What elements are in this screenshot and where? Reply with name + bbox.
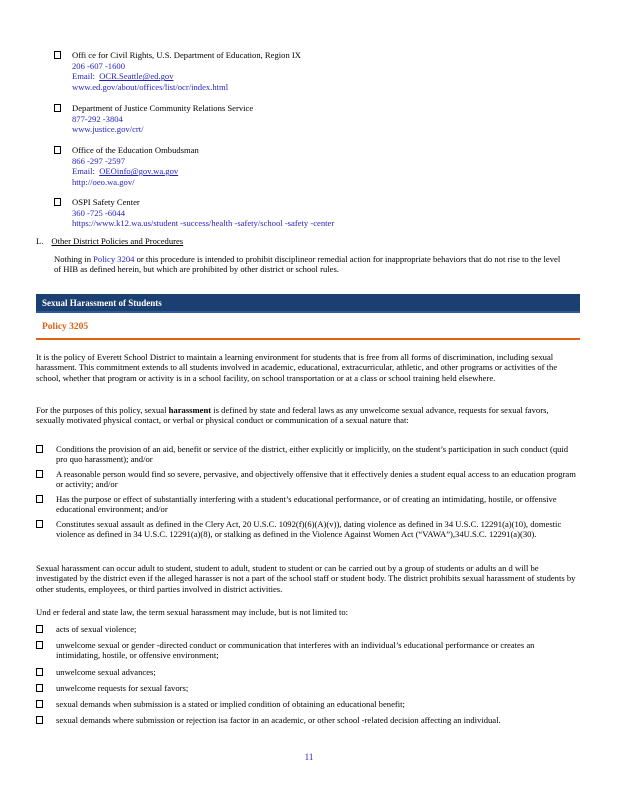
harassment-scope-paragraph: Sexual harassment can occur adult to student, student to adult, student to student or can be carried out by a group of students or adults an d will be investigated by the district even if the alleged harasser is not a part of the school staff or student body. The district prohibits sexual harassment of students by other students, employees, or third parties involved in district activities. <box>36 563 576 594</box>
contact-phone: 877-292 -3804 <box>72 113 123 124</box>
contact-phone: 206 -607 -1600 <box>72 60 125 71</box>
bullet-box-icon <box>36 641 43 649</box>
page-number: 11 <box>304 752 314 762</box>
contact-name: Office of the Education Ombudsman <box>72 145 199 155</box>
contact-url[interactable]: https://www.k12.wa.us/student -success/health -safety/school -safety -center <box>72 218 335 229</box>
bullet-box-icon <box>36 625 43 633</box>
section-l-body: Nothing in Policy 3204 or this procedure is intended to prohibit disciplineor remedial action for inappropriate behaviors that do not rise to the level of HIB as defined herein, but which are prohibited by other district or school rules. <box>54 254 561 275</box>
contact-url[interactable]: http://oeo.wa.gov/ <box>72 176 135 187</box>
contact-phone: 360 -725 -6044 <box>72 207 125 218</box>
section-l-heading <box>36 236 183 246</box>
contact-url[interactable]: www.justice.gov/crt/ <box>72 124 144 135</box>
contact-url[interactable]: www.ed.gov/about/offices/list/ocr/index.html <box>72 81 229 92</box>
examples-intro: Und er federal and state law, the term sexual harassment may include, but is not limited to: <box>36 607 349 617</box>
bullet-box-icon <box>36 445 43 453</box>
contact-name: Department of Justice Community Relations Service <box>72 103 254 113</box>
bullet-box-icon <box>36 495 43 503</box>
contact-phone: 866 -297 -2597 <box>72 155 125 166</box>
bullet-box-icon <box>54 51 61 59</box>
bullet-box-icon <box>36 700 43 708</box>
policy-link[interactable]: Policy 3204 <box>93 254 135 264</box>
section-letter: L. <box>36 236 44 246</box>
contact-name: OSPI Safety Center <box>72 197 140 207</box>
policy-number: Policy 3205 <box>42 322 89 332</box>
intro-paragraph: It is the policy of Everett School District to maintain a learning environment for students that is free from all forms of discrimination, including sexual harassment. This commitment extends to all students involved in academic, educational, extracurricular, athletic, and other programs or activities of the school, whether that program or activity is in a school facility, on school transportation or at a class or school training held elsewhere. <box>36 352 558 383</box>
email-link[interactable]: OCR.Seattle@ed.gov <box>99 71 174 82</box>
bullet-box-icon <box>36 668 43 676</box>
email-label: Email: <box>72 166 95 177</box>
definition-paragraph: For the purposes of this policy, sexual harassment is defined by state and federal laws as any unwelcome sexual advance, requests for sexual favors, sexually motivated physical contact, or verbal or physical conduct or communication of a sexual nature that: <box>36 405 549 426</box>
bullet-box-icon <box>36 716 43 724</box>
document-page: Offi ce for Civil Rights, U.S. Department of Education, Region IX 206 -607 -1600 Email: OCR.Seattle@ed.gov www.ed.gov/about/offices/list/ocr/index.html Department of Justice Community Relations Service 877-292 -3804 www.justice.gov/crt/ Office of the Education Ombudsman 866 -297 -2597 Email: OEOinfo@gov.wa.gov http://oeo.wa.gov/ OSPI Safety Center 360 -725 -6044 https://www.k12.wa.us/student -success/health -safety/school -safety -center L. Other District Policies and Procedures Nothing in Policy 3204 or this procedure is intended to prohibit disciplineor remedial action for inappropriate behaviors that do not rise to the level of HIB as defined herein, but which are prohibited by other district or school rules. Sexual Harassment of Students Policy 3205 It is the policy of Everett School District to maintain a learning environment for students that is free from all forms of discrimination, including sexual harassment. This commitment extends to all students involved in academic, educational, extracurricular, athletic, and other programs or activities of the school, whether that program or activity is in a school facility, on school transportation or at a class or school training held elsewhere. For the purposes of this policy, sexual harassment is defined by state and federal laws as any unwelcome sexual advance, requests for sexual favors, sexually motivated physical contact, or verbal or physical conduct or communication of a sexual nature that: Conditions the provision of an aid, benefit or service of the district, either explicitly or implicitly, on the student’s participation in such conduct (quid pro quo harassment); and/or A reasonable person would find so severe, pervasive, and objectively offensive that it effectively denies a student equal access to an education program or activity; and/or Has the purpose or effect of substantially interfering with a student’s educational performance, or of creating an intimidating, hostile, or offensive educational environment; and/or Constitutes sexual assault as defined in the Clery Act, 20 U.S.C. 1092(f)(6)(A)(v)), dating violence as defined in 34 U.S.C. 12291(a)(10), domestic violence as defined in 34 U.S.C. 12291(a)(8), or stalking as defined in the Violence Against Women Act (“VAWA”),34U.S.C. 12291(a)(30). Sexual harassment can occur adult to student, student to adult, student to student or can be carried out by a group of students or adults an d will be investigated by the district even if the alleged harasser is not a part of the school staff or student body. The district prohibits sexual harassment of students by other students, employees, or third parties involved in district activities. Und er federal and state law, the term sexual harassment may include, but is not limited to: acts of sexual violence; unwelcome sexual or gender -directed conduct or communication that interferes with an individual’s educational performance or creates an intimidating, hostile, or offensive environment; unwelcome sexual advances; unwelcome requests for sexual favors; sexual demands when submission is a stated or implied condition of obtaining an educational benefit; sexual demands where submission or rejection isa factor in an academic, or other school -related decision affecting an individual. 11 <box>0 0 618 800</box>
email-label: Email: <box>72 71 95 82</box>
bullet-box-icon <box>36 684 43 692</box>
bullet-box-icon <box>54 198 61 206</box>
section-title: Other District Policies and Procedures <box>51 236 184 246</box>
policy-divider <box>36 338 580 340</box>
bullet-box-icon <box>54 104 61 112</box>
section-banner: Sexual Harassment of Students <box>36 294 580 313</box>
bullet-box-icon <box>36 470 43 478</box>
bullet-box-icon <box>54 146 61 154</box>
bullet-box-icon <box>36 520 43 528</box>
contact-name: Offi ce for Civil Rights, U.S. Department of Education, Region IX <box>72 50 301 60</box>
definition-term: harassment <box>168 405 212 415</box>
email-link[interactable]: OEOinfo@gov.wa.gov <box>99 166 179 177</box>
